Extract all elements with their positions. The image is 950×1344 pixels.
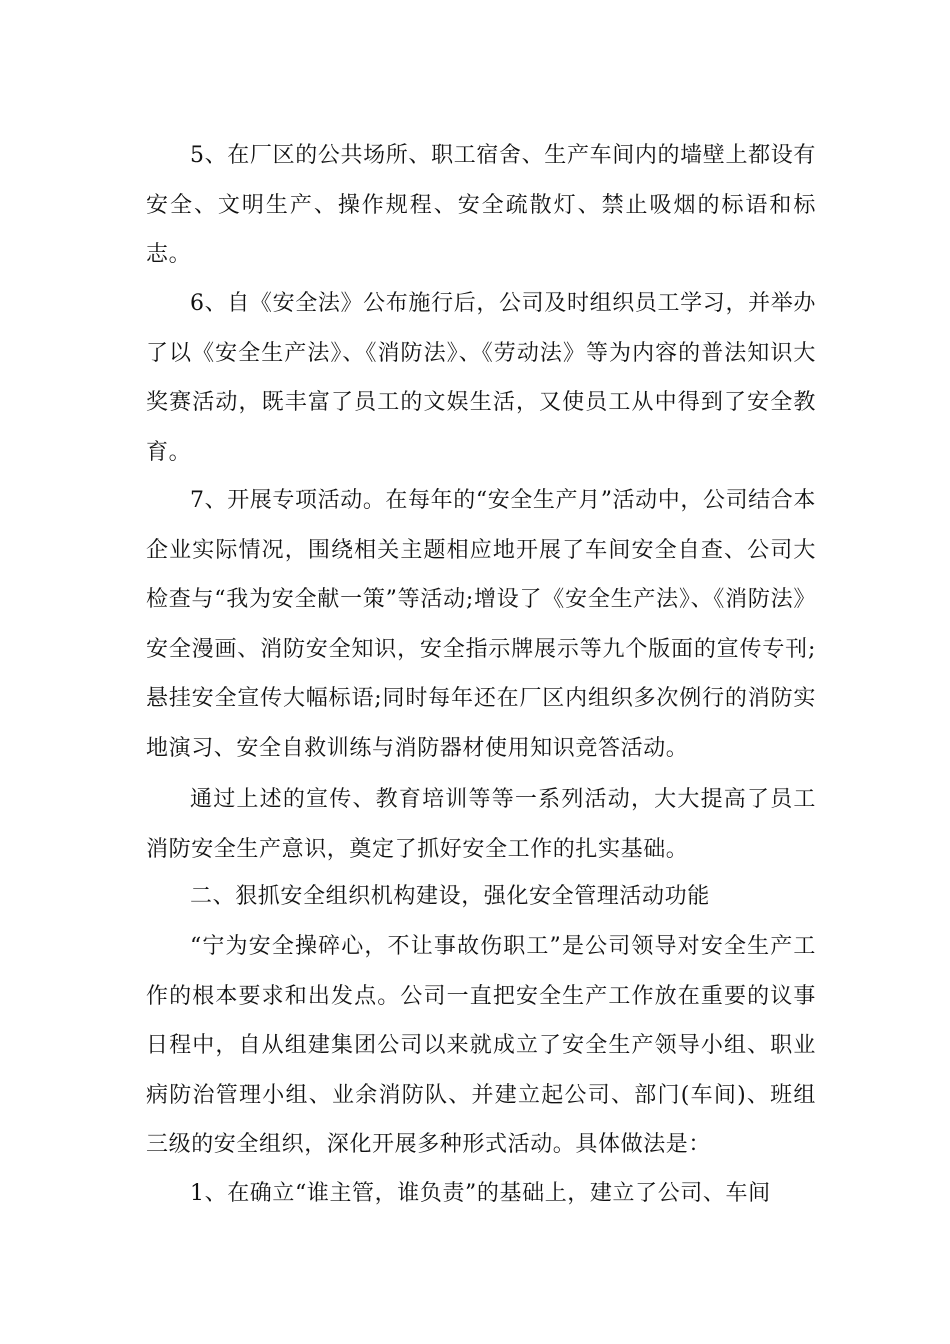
paragraph-item-6: 6、自《安全法》公布施行后，公司及时组织员工学习，并举办了以《安全生产法》、《消防法》、《劳动法》等为内容的普法知识大奖赛活动，既丰富了员工的文娱生活，又使员工从中得到了安全教育。	[146, 291, 816, 465]
paragraph-item-7: 7、开展专项活动。在每年的“安全生产月”活动中，公司结合本企业实际情况，围绕相关主题相应地开展了车间安全自查、公司大检查与“我为安全献一策”等活动;增设了《安全生产法》、《消防法》安全漫画、消防安全知识，安全指示牌展示等九个版面的宣传专刊;悬挂安全宣传大幅标语;同时每年还在厂区内组织多次例行的消防实地演习、安全自救训练与消防器材使用知识竞答活动。	[146, 488, 816, 761]
paragraph-summary: 通过上述的宣传、教育培训等等一系列活动，大大提高了员工消防安全生产意识，奠定了抓好安全工作的扎实基础。	[146, 787, 816, 862]
section-heading-two: 二、狠抓安全组织机构建设，强化安全管理活动功能	[190, 884, 710, 909]
paragraph-item-1: 1、在确立“谁主管，谁负责”的基础上，建立了公司、车间	[190, 1181, 771, 1206]
paragraph-item-5: 5、在厂区的公共场所、职工宿舍、生产车间内的墙壁上都设有安全、文明生产、操作规程、安全疏散灯、禁止吸烟的标语和标志。	[146, 143, 816, 268]
paragraph-leadership-quote: “宁为安全操碎心，不让事故伤职工”是公司领导对安全生产工作的根本要求和出发点。公司一直把安全生产工作放在重要的议事日程中，自从组建集团公司以来就成立了安全生产领导小组、职业病防治管理小组、业余消防队、并建立起公司、部门(车间)、班组三级的安全组织，深化开展多种形式活动。具体做法是：	[146, 934, 816, 1158]
